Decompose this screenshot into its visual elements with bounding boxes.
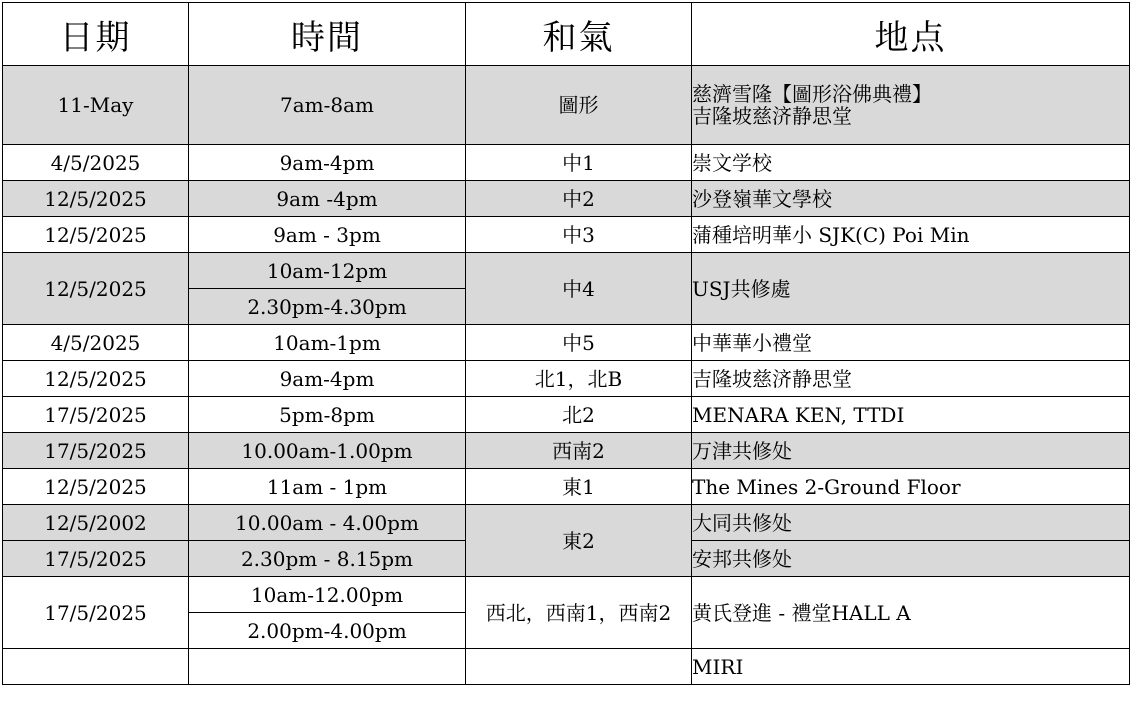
date-cell: 17/5/2025	[3, 541, 189, 577]
time-cell: 10am-12pm	[189, 253, 466, 289]
date-cell: 4/5/2025	[3, 145, 189, 181]
date-cell: 12/5/2025	[3, 253, 189, 325]
time-cell: 9am-4pm	[189, 145, 466, 181]
venue-cell: 吉隆坡慈济静思堂	[692, 361, 1130, 397]
group-cell: 東1	[466, 469, 692, 505]
table-row	[3, 397, 1130, 433]
time-cell: 10am-12.00pm	[189, 577, 466, 613]
time-cell: 9am - 3pm	[189, 217, 466, 253]
table-row	[3, 145, 1130, 181]
venue-cell: 中華華小禮堂	[692, 325, 1130, 361]
table-row	[3, 217, 1130, 253]
date-cell: 11-May	[3, 66, 189, 145]
group-cell: 西南2	[466, 433, 692, 469]
time-cell	[189, 649, 466, 685]
time-cell: 2.00pm-4.00pm	[189, 613, 466, 649]
venue-cell: USJ共修處	[692, 253, 1130, 325]
group-cell: 北1，北B	[466, 361, 692, 397]
date-cell	[3, 649, 189, 685]
table-row	[3, 181, 1130, 217]
time-cell: 9am -4pm	[189, 181, 466, 217]
time-cell: 10am-1pm	[189, 325, 466, 361]
table-row	[3, 649, 1130, 685]
date-cell: 17/5/2025	[3, 397, 189, 433]
venue-cell: 蒲種培明華小 SJK(C) Poi Min	[692, 217, 1130, 253]
venue-cell: 万津共修处	[692, 433, 1130, 469]
venue-cell: MIRI	[692, 649, 1130, 685]
table-row	[3, 577, 1130, 613]
date-cell: 12/5/2025	[3, 361, 189, 397]
venue-cell: 黄氏登進 - 禮堂HALL A	[692, 577, 1130, 649]
date-cell: 12/5/2002	[3, 505, 189, 541]
date-cell: 12/5/2025	[3, 469, 189, 505]
group-cell: 中4	[466, 253, 692, 325]
group-cell: 中3	[466, 217, 692, 253]
schedule-table	[2, 2, 1130, 685]
header-time: 時間	[189, 3, 466, 66]
date-cell: 17/5/2025	[3, 577, 189, 649]
header-group: 和氣	[466, 3, 692, 66]
group-cell: 中1	[466, 145, 692, 181]
time-cell: 11am - 1pm	[189, 469, 466, 505]
group-cell: 東2	[466, 505, 692, 577]
venue-cell	[692, 66, 1130, 145]
table-row	[3, 253, 1130, 289]
time-cell: 10.00am-1.00pm	[189, 433, 466, 469]
venue-line: 吉隆坡慈济静思堂	[692, 104, 852, 128]
time-cell: 5pm-8pm	[189, 397, 466, 433]
venue-cell: The Mines 2-Ground Floor	[692, 469, 1130, 505]
header-venue: 地点	[692, 3, 1130, 66]
group-cell	[466, 649, 692, 685]
group-cell: 西北，西南1，西南2	[466, 577, 692, 649]
table-row	[3, 66, 1130, 145]
group-cell: 北2	[466, 397, 692, 433]
group-cell: 圖形	[466, 66, 692, 145]
group-cell: 中5	[466, 325, 692, 361]
venue-cell: 崇文学校	[692, 145, 1130, 181]
venue-cell: 安邦共修处	[692, 541, 1130, 577]
date-cell: 4/5/2025	[3, 325, 189, 361]
table-row	[3, 469, 1130, 505]
venue-cell: 沙登嶺華文學校	[692, 181, 1130, 217]
date-cell: 17/5/2025	[3, 433, 189, 469]
date-cell: 12/5/2025	[3, 217, 189, 253]
time-cell: 10.00am - 4.00pm	[189, 505, 466, 541]
table-row	[3, 325, 1130, 361]
time-cell: 9am-4pm	[189, 361, 466, 397]
time-cell: 2.30pm-4.30pm	[189, 289, 466, 325]
group-cell: 中2	[466, 181, 692, 217]
venue-cell: 大同共修处	[692, 505, 1130, 541]
table-row	[3, 433, 1130, 469]
time-cell: 2.30pm - 8.15pm	[189, 541, 466, 577]
header-row	[3, 3, 1130, 66]
venue-cell: MENARA KEN, TTDI	[692, 397, 1130, 433]
header-date: 日期	[3, 3, 189, 66]
table-row	[3, 505, 1130, 541]
table-row	[3, 361, 1130, 397]
time-cell: 7am-8am	[189, 66, 466, 145]
venue-line: 慈濟雪隆【圖形浴佛典禮】	[692, 82, 932, 106]
date-cell: 12/5/2025	[3, 181, 189, 217]
